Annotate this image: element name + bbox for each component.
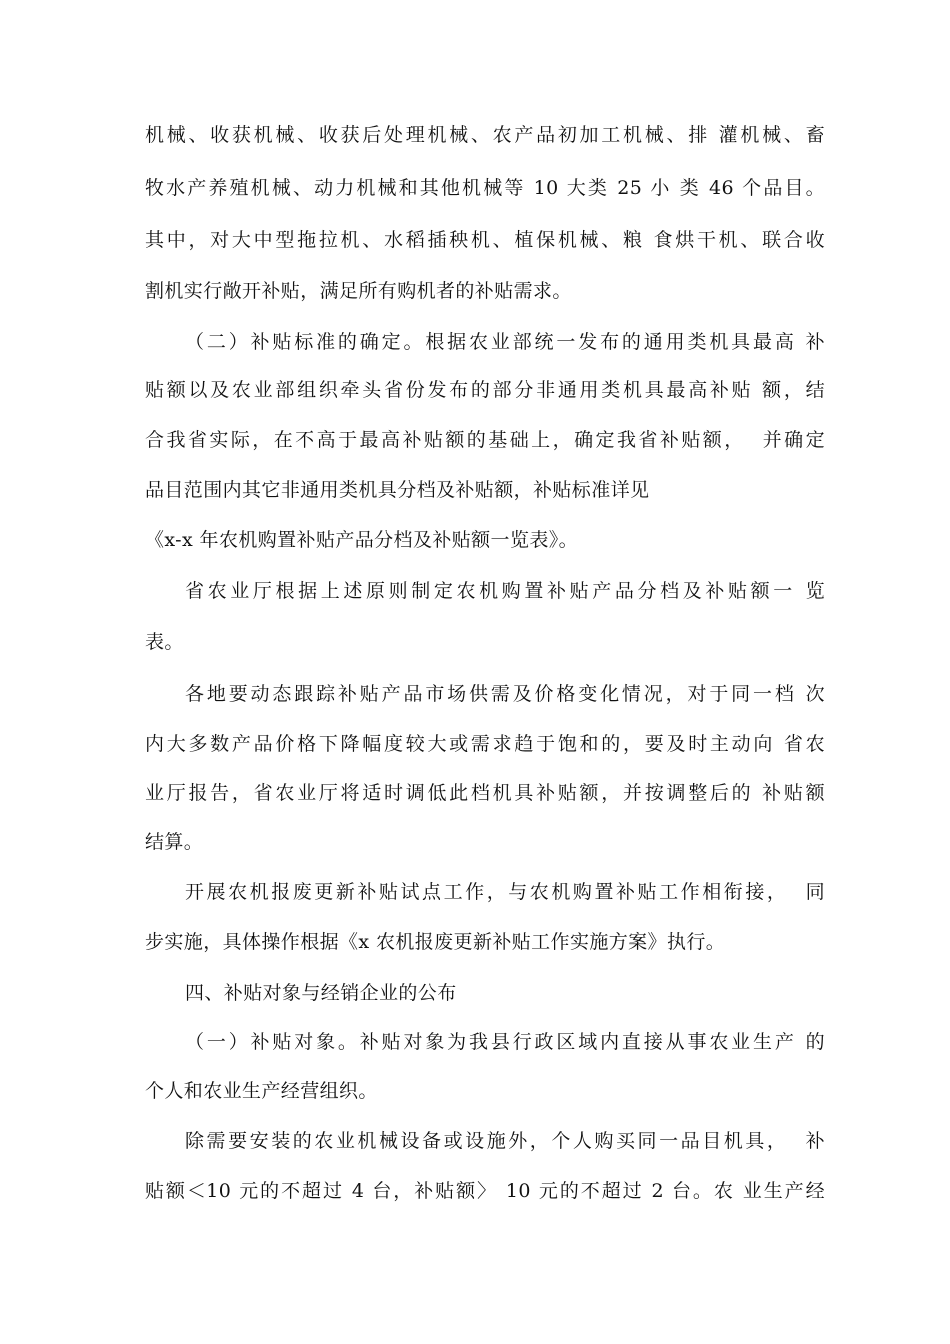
text-line: 割机实行敞开补贴，满足所有购机者的补贴需求。 [145,280,572,302]
text-line: 《x-x 年农机购置补贴产品分档及补贴额一览表》。 [145,529,579,551]
text-line: 业厅报告，省农业厅将适时调低此档机具补贴额，并按调整后的 补贴额 [145,782,825,804]
text-line: 牧水产养殖机械、动力机械和其他机械等 10 大类 25 小 类 46 个品目。 [145,177,825,199]
text-line: 机械、收获机械、收获后处理机械、农产品初加工机械、排 灌机械、畜 [145,124,825,146]
text-line: 省农业厅根据上述原则制定农机购置补贴产品分档及补贴额一 览 [185,580,825,602]
text-line: （一）补贴对象。补贴对象为我县行政区域内直接从事农业生产 的 [185,1031,825,1053]
text-line: 表。 [145,631,184,653]
text-line: 贴额以及农业部组织牵头省份发布的部分非通用类机具最高补贴 额，结 [145,379,825,401]
text-line: 内大多数产品价格下降幅度较大或需求趋于饱和的，要及时主动向 省农 [145,733,825,755]
text-line: 除需要安装的农业机械设备或设施外，个人购买同一品目机具， 补 [185,1130,825,1152]
text-line: 其中，对大中型拖拉机、水稻插秧机、植保机械、粮 食烘干机、联合收 [145,229,825,251]
text-line: 个人和农业生产经营组织。 [145,1080,378,1102]
text-line: 步实施，具体操作根据《x 农机报废更新补贴工作实施方案》执行。 [145,931,726,953]
text-line: 开展农机报废更新补贴试点工作，与农机购置补贴工作相衔接， 同 [185,881,825,903]
text-line: （二）补贴标准的确定。根据农业部统一发布的通用类机具最高 补 [185,331,825,353]
section-heading: 四、补贴对象与经销企业的公布 [185,982,457,1004]
text-line: 合我省实际，在不高于最高补贴额的基础上，确定我省补贴额， 并确定 [145,429,825,451]
text-line: 各地要动态跟踪补贴产品市场供需及价格变化情况，对于同一档 次 [185,683,825,705]
text-line: 品目范围内其它非通用类机具分档及补贴额，补贴标准详见 [145,479,650,501]
text-line: 结算。 [145,831,204,853]
text-line: 贴额＜10 元的不超过 4 台，补贴额〉 10 元的不超过 2 台。农 业生产经 [145,1180,825,1202]
